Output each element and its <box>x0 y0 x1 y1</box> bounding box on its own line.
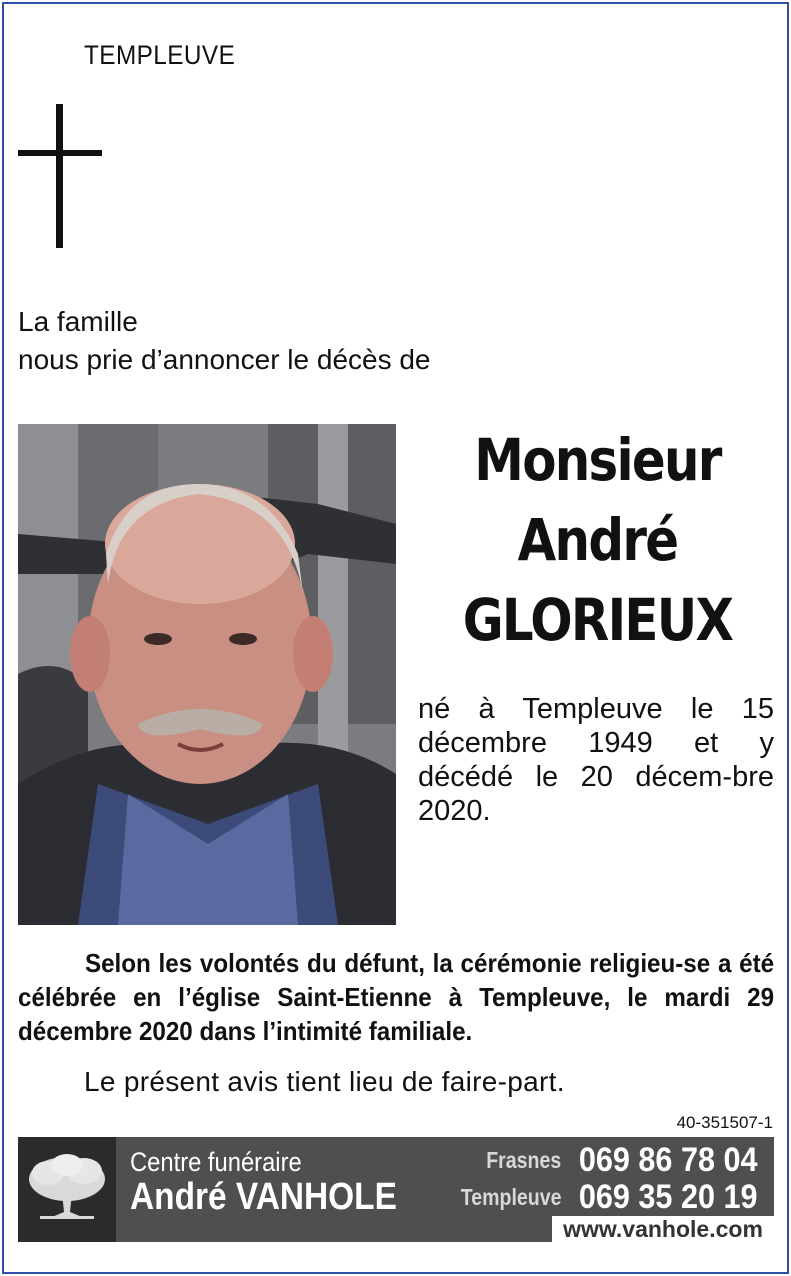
deceased-photo <box>18 424 396 925</box>
tree-logo-icon <box>18 1137 116 1242</box>
cross-icon <box>18 104 102 248</box>
phone-label: Frasnes <box>486 1147 562 1173</box>
phone-row-frasnes <box>473 1141 758 1180</box>
website-link[interactable]: www.vanhole.com <box>552 1216 774 1242</box>
phone-row-templeuve <box>443 1178 758 1217</box>
funeral-home-banner <box>18 1137 774 1242</box>
town-heading: TEMPLEUVE <box>84 40 236 70</box>
funeral-home-name <box>130 1147 433 1217</box>
birth-death-dates: né à Templeuve le 15 décembre 1949 et y décédé le 20 décem-bre 2020. <box>418 693 774 827</box>
phone-number[interactable]: 069 86 78 04 <box>579 1141 758 1179</box>
funeral-home-line-2: André VANHOLE <box>130 1176 397 1218</box>
funeral-home-line-1: Centre funéraire <box>130 1147 302 1177</box>
phone-number[interactable]: 069 35 20 19 <box>579 1178 758 1216</box>
ceremony-notice <box>18 946 774 1048</box>
intro-line-2: nous prie d’annoncer le décès de <box>18 344 431 375</box>
deceased-name <box>445 420 750 660</box>
ceremony-text: Selon les volontés du défunt, la cérémonie religieu-se a été célébrée en l’église Saint-Etienne à Templeuve, le mardi 29 décembre 2020 dans l’intimité familiale. <box>18 948 775 1046</box>
faire-part-note: Le présent avis tient lieu de faire-part. <box>84 1066 565 1097</box>
name-title: Monsieur <box>474 426 721 494</box>
intro-text <box>18 303 431 379</box>
name-last: GLORIEUX <box>462 586 733 654</box>
phone-label: Templeuve <box>460 1184 562 1210</box>
reference-number: 40-351507-1 <box>676 1113 773 1132</box>
name-first: André <box>517 506 678 574</box>
intro-line-1: La famille <box>18 306 138 337</box>
